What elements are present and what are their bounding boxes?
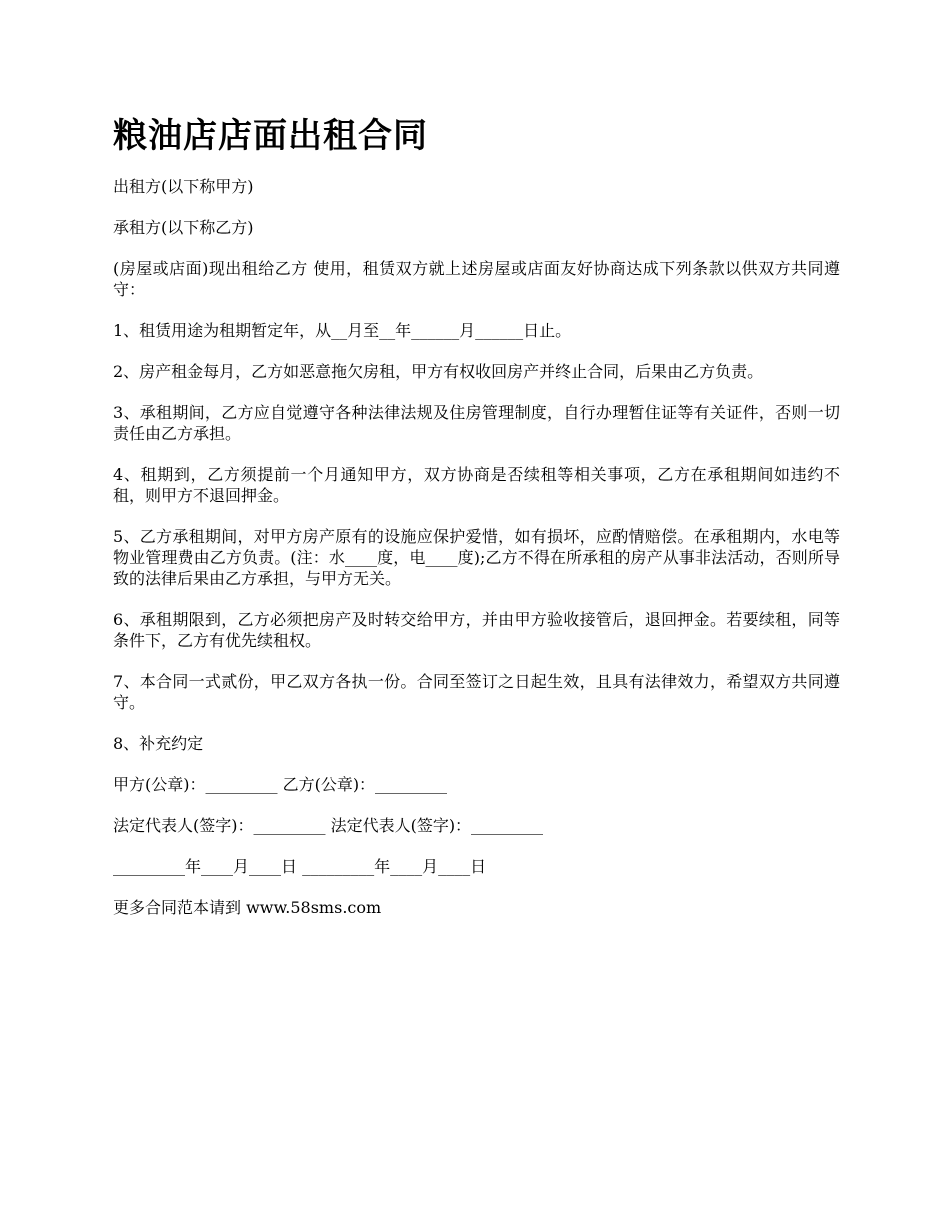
signature-seal-line: 甲方(公章)：_________ 乙方(公章)：_________: [113, 775, 448, 794]
clause-2: 2、房产租金每月，乙方如恶意拖欠房租，甲方有权收回房产并终止合同，后果由乙方负责。: [113, 362, 764, 381]
clause-3: 3、承租期间，乙方应自觉遵守各种法律法规及住房管理制度，自行办理暂住证等有关证件，否则一切责任由乙方承担。: [113, 403, 840, 443]
clause-6: 6、承租期限到，乙方必须把房产及时转交给甲方，并由甲方验收接管后，退回押金。若要续租，同等条件下，乙方有优先续租权。: [113, 610, 840, 650]
signature-date-line: _________年____月____日 _________年____月____日: [113, 857, 487, 876]
clause-4: 4、租期到，乙方须提前一个月通知甲方，双方协商是否续租等相关事项，乙方在承租期间如违约不租，则甲方不退回押金。: [113, 465, 840, 505]
clause-5: 5、乙方承租期间，对甲方房产原有的设施应保护爱惜，如有损坏，应酌情赔偿。在承租期内，水电等物业管理费由乙方负责。(注：水____度，电____度);乙方不得在所承租的房产从事非法活动，否则所导致的法律后果由乙方承担，与甲方无关。: [113, 527, 840, 588]
clause-7: 7、本合同一式贰份，甲乙双方各执一份。合同至签订之日起生效，且具有法律效力，希望双方共同遵守。: [113, 672, 840, 712]
footer-more-templates: 更多合同范本请到 www.58sms.com: [113, 898, 382, 917]
paragraph-lessee: 承租方(以下称乙方): [113, 218, 254, 237]
document-title: 粮油店店面出租合同: [113, 116, 428, 156]
signature-representative-line: 法定代表人(签字)：_________ 法定代表人(签字)：_________: [113, 816, 544, 835]
clause-1: 1、租赁用途为租期暂定年，从__月至__年______月______日止。: [113, 321, 572, 340]
clause-8: 8、补充约定: [113, 734, 204, 753]
paragraph-lessor: 出租方(以下称甲方): [113, 177, 254, 196]
paragraph-preamble: (房屋或店面)现出租给乙方 使用，租赁双方就上述房屋或店面友好协商达成下列条款以供双方共同遵守：: [113, 259, 840, 299]
document-page: [113, 112, 840, 938]
